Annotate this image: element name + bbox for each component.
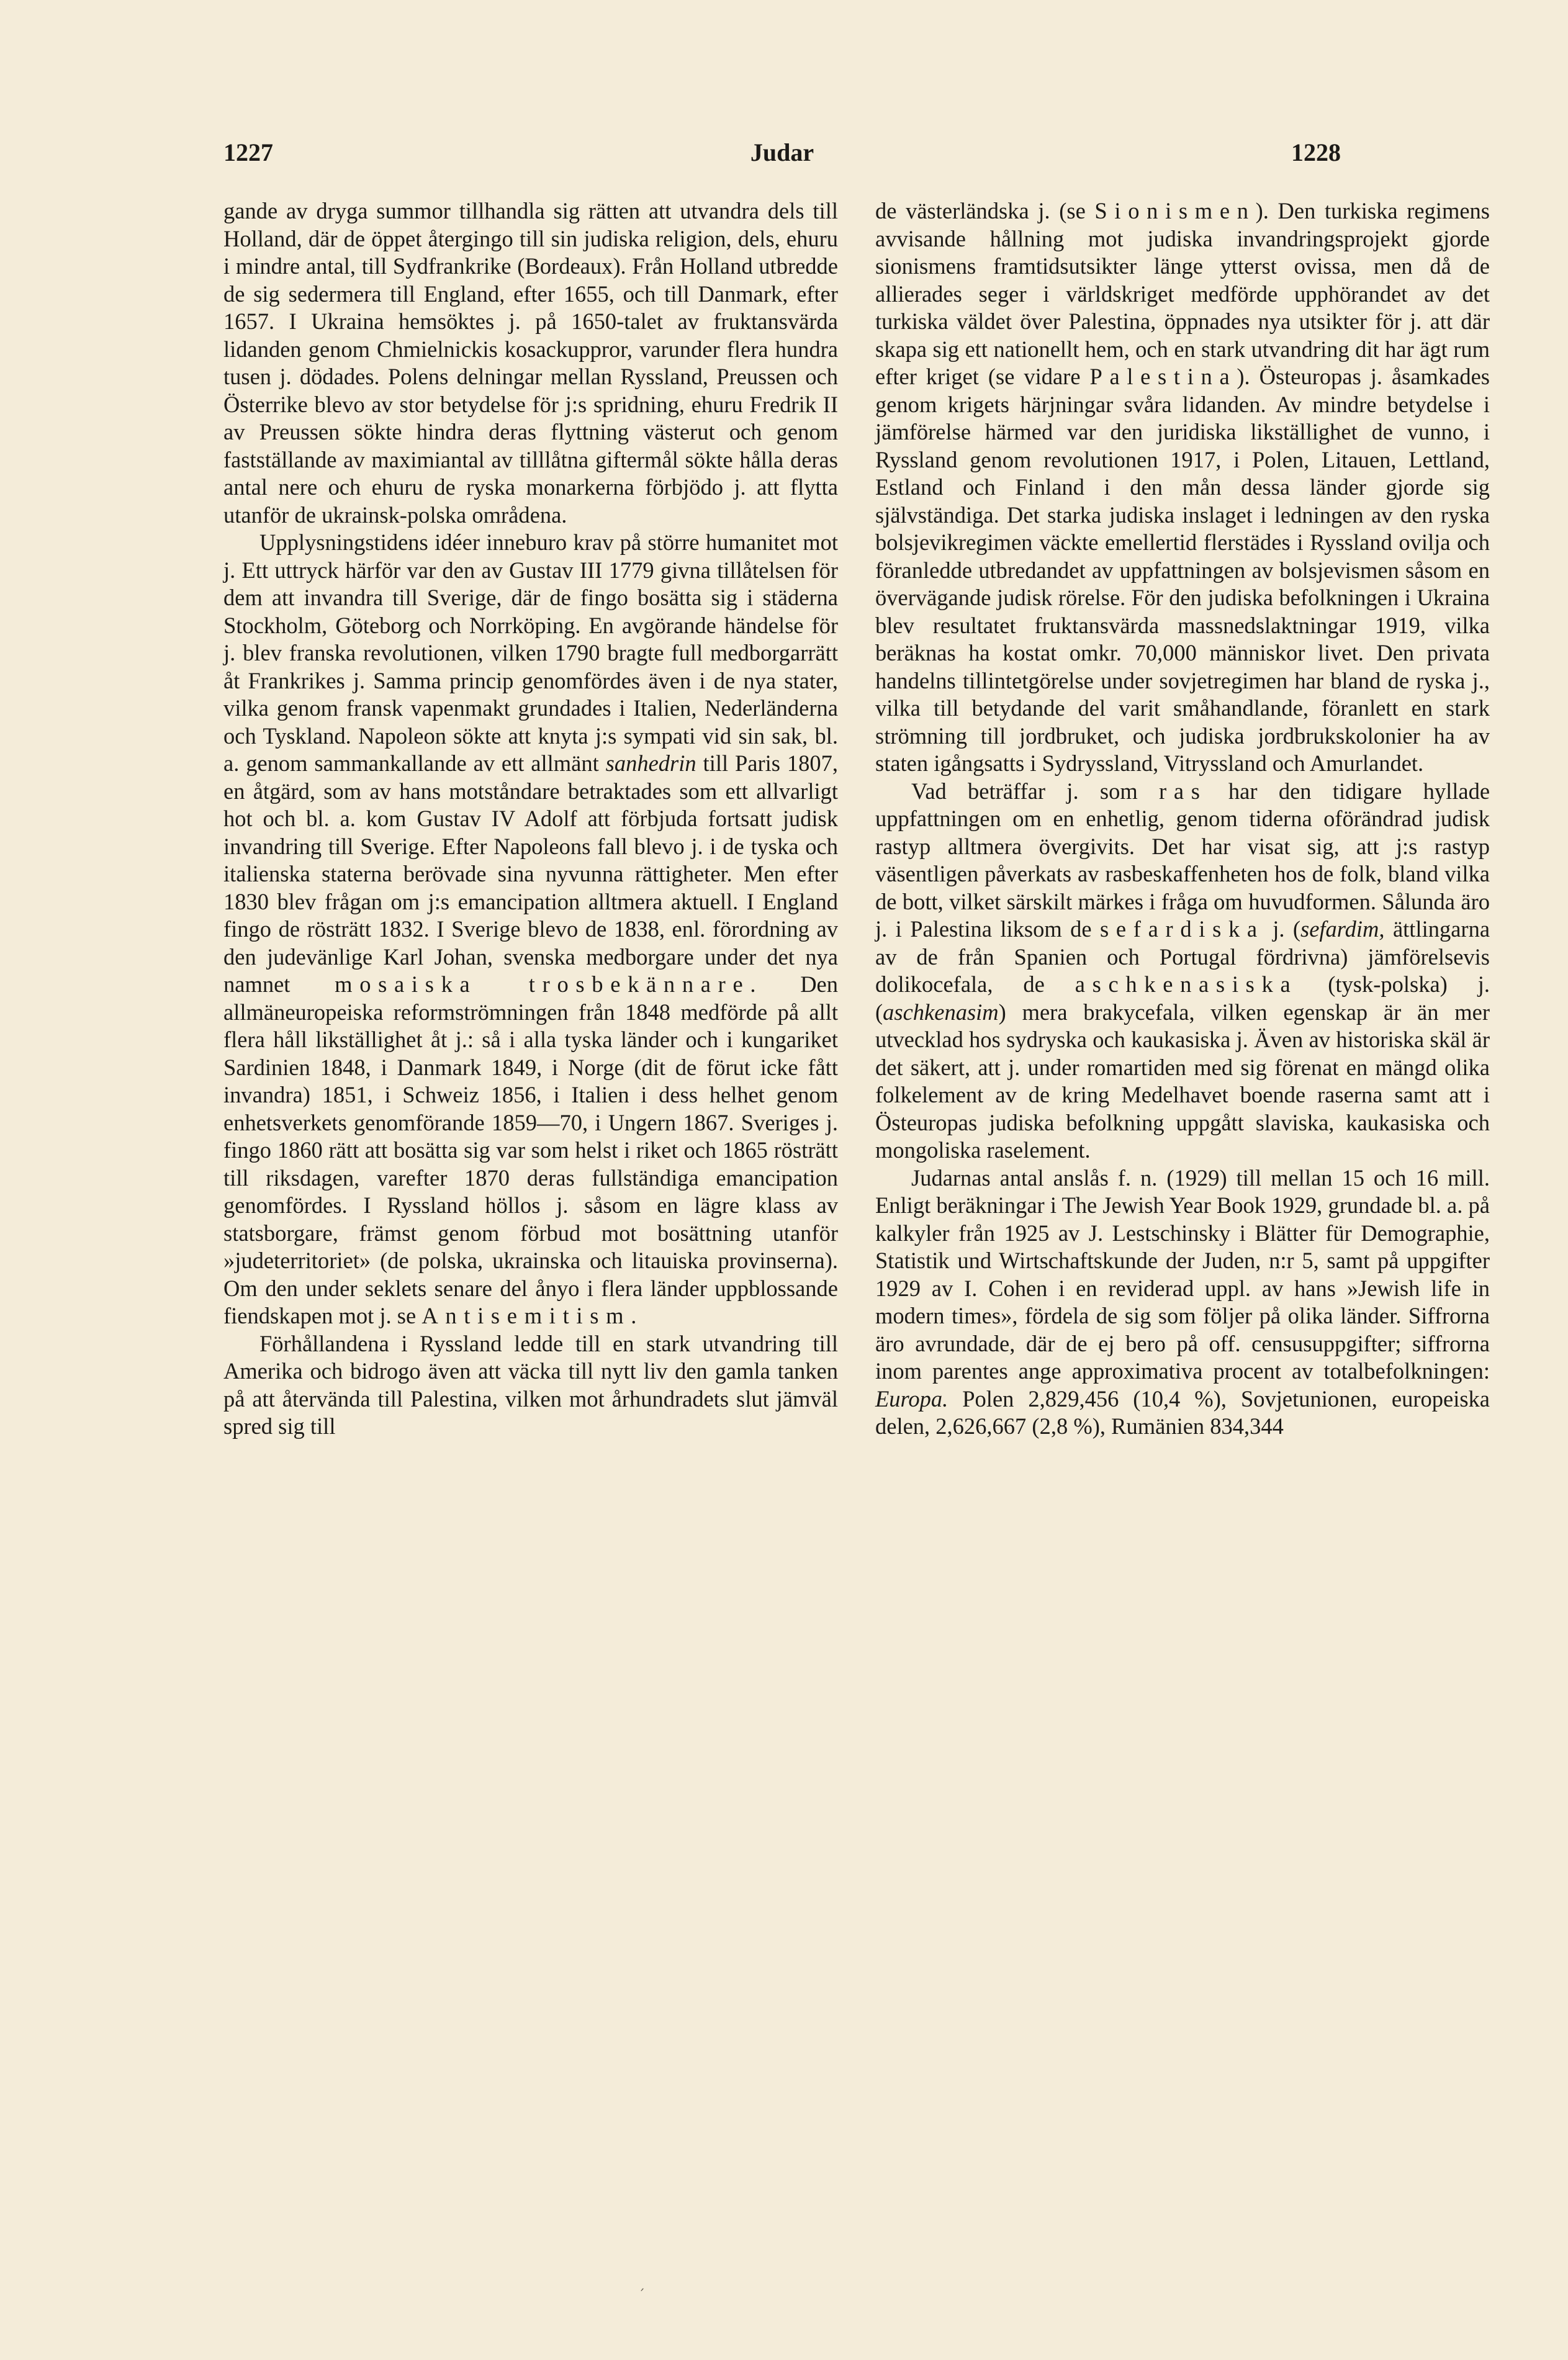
text-run: har den tidigare hyllade uppfattningen om en enhetlig, genom tiderna oförändrad judisk rastyp alltmera övergivits. Det har visat sig, att j:s rastyp väsentligen påverkats av rasbeskaffenheten hos de folk, bland vilka de bott, vilket särskilt märkes i fråga om huvudformen. Sålunda äro j. i Palestina liksom de bbox=[875, 778, 1490, 942]
paragraph: gande av dryga summor tillhandla sig rätten att utvandra dels till Holland, där de öppet återgingo till sin judiska religion, dels, ehuru i mindre antal, till Sydfrankrike (Bordeaux). Från Holland utbredde de sig sedermera till England, efter 1655, och till Danmark, efter 1657. I Ukraina hemsöktes j. på 1650-talet av fruktansvärda lidanden genom Chmielnickis kosackuppror, varunder flera hundra tusen j. dödades. Polens delningar mellan Ryssland, Preussen och Österrike blevo av stor betydelse för j:s spridning, ehuru Fredrik II av Preussen sökte hindra deras flyttning västerut och genom fastställande av maximiantal av tilllåtna giftermål sökte hålla deras antal nere och ehuru de ryska monarkerna förbjödo j. att flytta utanför de ukrainsk-polska områdena. bbox=[223, 198, 838, 528]
text-run: till Paris 1807, en åtgärd, som av hans motståndare betraktades som ett allvarligt hot och bl. a. kom Gustav IV Adolf att förbjuda fortsatt judisk invandring till Sverige. Efter Napoleons fall blevo j. i de tyska och italienska staterna berövade sina nyvunna rättigheter. Men efter 1830 blev frågan om j:s emancipation alltmera aktuell. I England fingo de rösträtt 1832. I Sverige blevo de 1838, enl. förordning av den judevänlige Karl Johan, svenska medborgare under det nya namnet bbox=[223, 750, 839, 997]
paragraph bbox=[875, 197, 1490, 778]
spaced-term: Palestina bbox=[1089, 364, 1237, 389]
italic-term: sefardim, bbox=[1300, 916, 1385, 942]
text-run: ättlingarna av de från Spanien och Portugal fördrivna) jämförelsevis dolikocefala, de bbox=[875, 916, 1490, 997]
paragraph bbox=[223, 529, 838, 1330]
text-run: Vad beträffar j. som bbox=[911, 778, 1138, 804]
running-head bbox=[223, 138, 1341, 175]
italic-term: aschkenasim bbox=[883, 999, 999, 1025]
text-run: (tysk-polska) j. ( bbox=[875, 971, 1490, 1025]
italic-term: sanhedrin bbox=[605, 750, 696, 776]
text-run: . Den allmäneuropeiska reformströmningen från 1848 medförde på allt flera håll likställighet åt j.: så i alla tyska länder och i kungariket Sardinien 1848, i Danmark 1849, i Norge (dit de förut icke fått invandra) 1851, i Schweiz 1856, i Italien i dess helhet genom enhetsverkets genomförande 1859—70, i Ungern 1867. Sveriges j. fingo 1860 rätt att bosätta sig var som helst i riket och 1865 rösträtt till riksdagen, varefter 1870 deras fullständiga emancipation genomfördes. I Ryssland höllos j. såsom en lägre klass av statsborgare, främst genom förbud mot bosättning utanför »judeterritoriet» (de polska, ukrainska och litauiska provinserna). Om den under seklets senare del ånyo i flera länder uppblossande fiendskapen mot j. se bbox=[223, 971, 838, 1328]
text-run: ) mera brakycefala, vilken egenskap är än mer utvecklad hos sydryska och kaukasiska j. Även av historiska skäl är det säkert, att j. under romartiden med sig förenat en mängd olika folkelement av de kring Medelhavet boende raserna samt att i Östeuropas judiska befolkning uppgått slaviska, kaukasiska och mongoliska raselement. bbox=[875, 999, 1490, 1163]
text-run: j. ( bbox=[1273, 916, 1301, 942]
italic-term: Europa. bbox=[875, 1385, 948, 1412]
text-run: Upplysningstidens idéer inneburo krav på större humanitet mot j. Ett uttryck härför var den av Gustav III 1779 givna tillåtelsen för dem att invandra till Sverige, där de fingo bosätta sig i städerna Stockholm, Göteborg och Norrköping. En avgörande händelse för j. blev franska revolutionen, vilken 1790 bragte full medborgarrätt åt Frankrikes j. Samma princip genomfördes även i de nya stater, vilka genom fransk vapenmakt grundades i Italien, Nederländerna och Tyskland. Napoleon sökte att knyta j:s sympati vid sin sak, bl. a. genom sammankallande av ett allmänt bbox=[223, 529, 838, 776]
page-number-right: 1228 bbox=[1291, 138, 1341, 166]
paragraph: Förhållandena i Ryssland ledde till en stark utvandring till Amerika och bidrogo även att väcka till nytt liv den gamla tanken på att återvända till Palestina, vilken mot århundradets slut jämväl spred sig till bbox=[223, 1330, 838, 1439]
spaced-term: mosaiska trosbekännare bbox=[335, 971, 750, 997]
text-run: Polen 2,829,456 (10,4 %), Sovjetunionen, europeiska delen, 2,626,667 (2,8 %), Rumänien 834,344 bbox=[875, 1385, 1490, 1439]
spaced-term: Antisemitism bbox=[421, 1303, 631, 1328]
spaced-term: Sionismen bbox=[1094, 198, 1256, 223]
page-title: Judar bbox=[750, 138, 814, 166]
spaced-term: ras bbox=[1159, 778, 1207, 804]
text-run: de västerländska j. (se bbox=[875, 198, 1086, 223]
print-speck: ´ bbox=[638, 2288, 645, 2304]
text-run: ). Östeuropas j. åsamkades genom krigets härjningar svåra lidanden. Av mindre betydelse i jämförelse härmed var den juridiska likställighet de vunno, i Ryssland genom revolutionen 1917, i Polen, Litauen, Lettland, Estland och Finland i den mån dessa länder gjorde sig självständiga. Det starka judiska inslaget i ledningen av den ryska bolsjevikregimen väckte emellertid flerstädes i Ryssland ovilja och föranledde utbredandet av uppfattningen av bolsjevismen såsom en övervägande judisk rörelse. För den judiska befolkningen i Ukraina blev resultatet fruktansvärda massnedslaktningar 1919, vilka beräknas ha kostat omkr. 70,000 människor livet. Den privata handelns tillintetgörelse under sovjetregimen har bland de ryska j., vilka till betydande del varit småhandlande, föranlett en stark strömning till jordbruket, och judiska jordbrukskolonier ha av staten igångsatts i Sydryssland, Vitryssland och Amurlandet. bbox=[875, 364, 1490, 776]
page-number-left: 1227 bbox=[223, 138, 273, 166]
left-column bbox=[223, 197, 838, 1441]
spaced-term: aschkenasiska bbox=[1075, 971, 1298, 997]
paragraph bbox=[875, 778, 1490, 1164]
spaced-term: sefardiska bbox=[1100, 916, 1264, 942]
right-column bbox=[875, 197, 1490, 1441]
text-run: . bbox=[631, 1303, 637, 1328]
paragraph bbox=[875, 1164, 1490, 1441]
text-run: ). Den turkiska regimens avvisande hållning mot judiska invandringsprojekt gjorde sionismens framtidsutsikter länge ytterst ovissa, men då de allierades seger i världskriget medförde upphörandet av det turkiska väldet över Palestina, öppnades nya utsikter för j. att där skapa sig ett nationellt hem, och en stark utvandring dit har ägt rum efter kriget (se vidare bbox=[875, 198, 1490, 389]
text-run: Judarnas antal anslås f. n. (1929) till mellan 15 och 16 mill. Enligt beräkningar i The Jewish Year Book 1929, grundade bl. a. på kalkyler från 1925 av J. Lestschinsky i Blätter für Demographie, Statistik und Wirtschaftskunde der Juden, n:r 5, samt på uppgifter 1929 av I. Cohen i en reviderad uppl. av hans »Jewish life in modern times», fördela de sig som följer på olika länder. Siffrorna äro avrundade, där de ej bero på off. censusuppgifter; siffrorna inom parentes ange approximativa procent av totalbefolkningen: bbox=[875, 1164, 1490, 1384]
